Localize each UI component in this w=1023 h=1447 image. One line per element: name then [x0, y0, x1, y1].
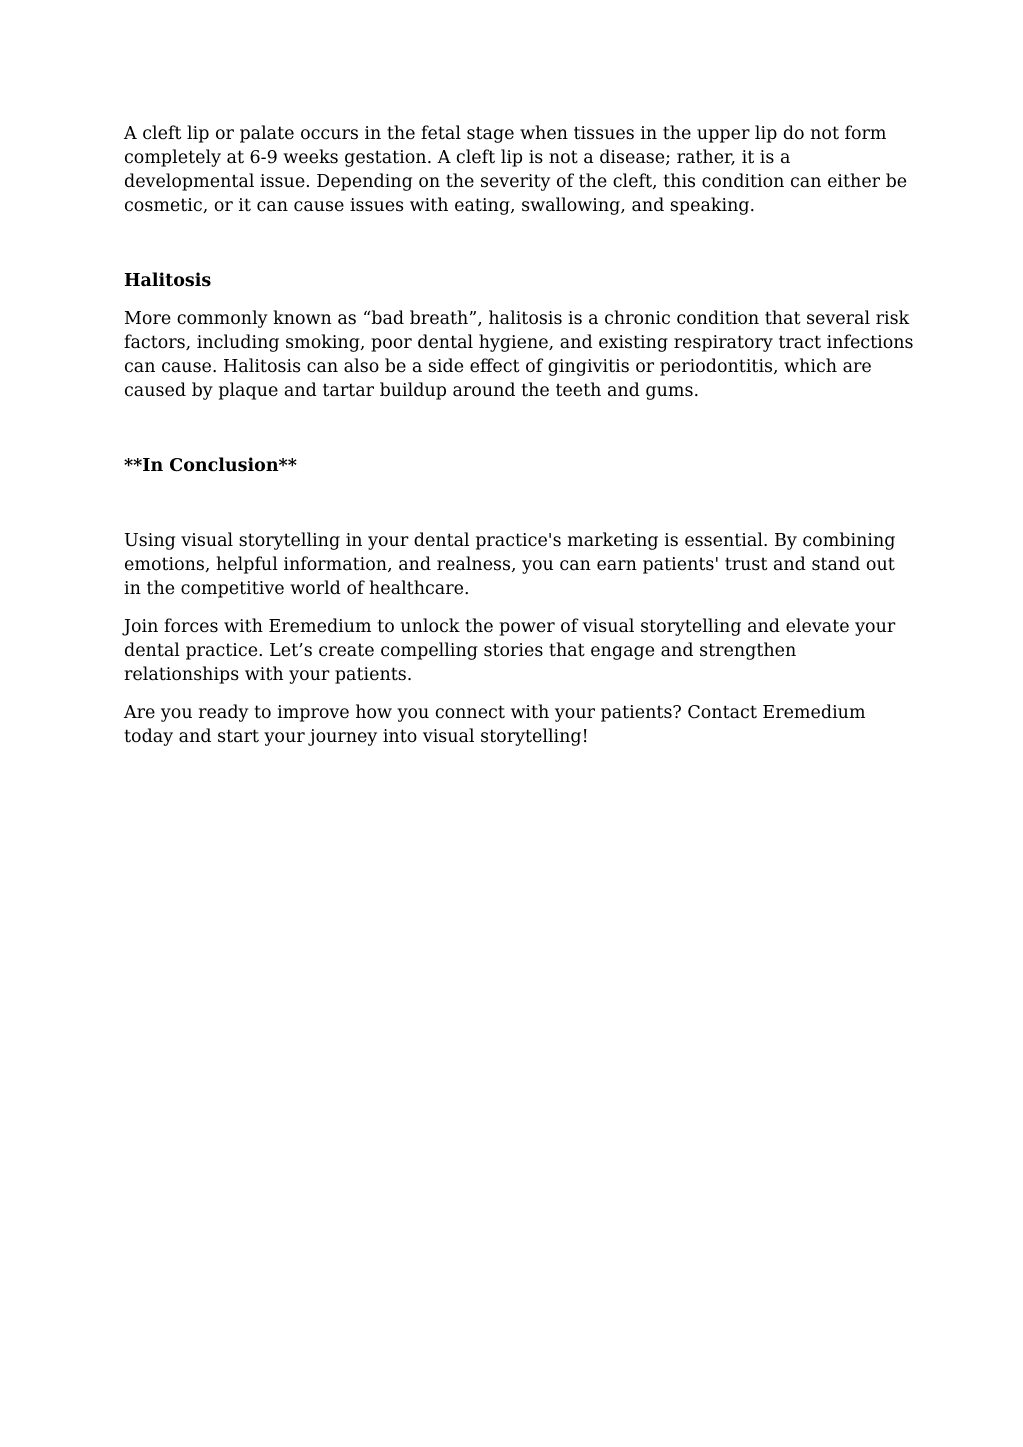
conclusion-paragraph-1: Using visual storytelling in your dental practice's marketing is essential. By combining emotions, helpful information, and realness, you can earn patients' trust and stand out in the competitive world of healthcare.: [124, 531, 896, 599]
halitosis-paragraph: More commonly known as “bad breath”, halitosis is a chronic condition that several risk factors, including smoking, poor dental hygiene, and existing respiratory tract infections can cause. Halitosis can also be a side effect of gingivitis or periodontitis, which are caused by plaque and tartar buildup around the teeth and gums.: [124, 309, 914, 401]
cleft-lip-paragraph: A cleft lip or palate occurs in the fetal stage when tissues in the upper lip do not form completely at 6-9 weeks gestation. A cleft lip is not a disease; rather, it is a developmental issue. Depending on the severity of the cleft, this condition can either be cosmetic, or it can cause issues with eating, swallowing, and speaking.: [124, 124, 908, 216]
conclusion-heading: **In Conclusion**: [124, 456, 297, 476]
conclusion-paragraph-2: Join forces with Eremedium to unlock the power of visual storytelling and elevate your dental practice. Let’s create compelling stories that engage and strengthen relationships with your patients.: [124, 617, 896, 685]
halitosis-heading: Halitosis: [124, 271, 212, 291]
document-content: [124, 122, 914, 763]
conclusion-paragraph-3: Are you ready to improve how you connect with your patients? Contact Eremedium today and start your journey into visual storytelling!: [124, 703, 866, 747]
